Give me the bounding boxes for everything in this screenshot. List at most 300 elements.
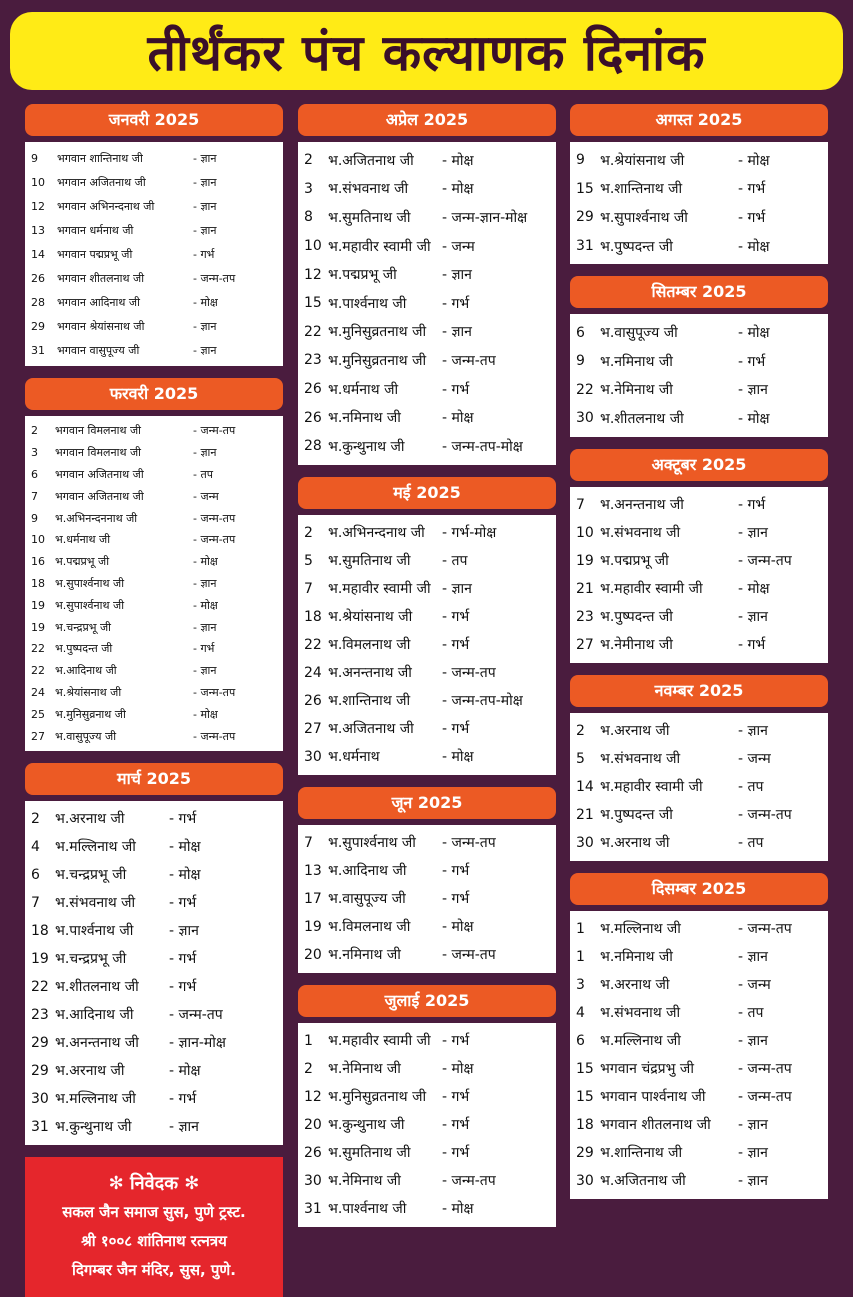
list-item: [31, 266, 277, 290]
entry-event: - ज्ञान-मोक्ष: [169, 1035, 226, 1052]
list-item: [304, 375, 550, 404]
list-item: [304, 631, 550, 659]
list-item: [304, 232, 550, 261]
entry-name: भ.पुष्पदन्त जी: [600, 238, 673, 255]
entry-day: 18: [31, 922, 49, 939]
list-item: [304, 289, 550, 318]
list-item: [576, 519, 822, 547]
list-item: [576, 801, 822, 829]
list-item: [31, 725, 277, 747]
entry-name: भगवान शीतलनाथ जी: [600, 1117, 711, 1134]
list-item: [576, 347, 822, 376]
entry-event: - ज्ञान: [193, 343, 217, 357]
entry-name: भ.नेमिनाथ जी: [600, 382, 673, 399]
entry-name: भ.आदिनाथ जी: [328, 863, 407, 880]
list-item: [576, 1167, 822, 1195]
entry-day: 3: [31, 446, 38, 460]
entry-name: भगवान शान्तिनाथ जी: [57, 151, 143, 165]
entry-day: 9: [31, 511, 38, 525]
entry-day: 21: [576, 806, 594, 823]
entry-name: भ.मल्लिनाथ जी: [55, 839, 136, 856]
entry-name: भगवान पार्श्वनाथ जी: [600, 1089, 706, 1106]
entry-name: भ.पार्श्वनाथ जी: [328, 295, 407, 312]
entry-event: - गर्भ: [738, 637, 766, 654]
month-october: [570, 449, 828, 663]
list-item: [31, 973, 277, 1001]
entry-event: - गर्भ: [442, 891, 470, 908]
entry-event: - जन्म: [193, 489, 219, 503]
entry-name: भ.मुनिसुव्रनाथ जी: [55, 707, 126, 721]
entry-event: - गर्भ: [738, 497, 766, 514]
entry-name: भ.पुष्पदन्त जी: [600, 609, 673, 626]
entry-name: भ.मुनिसुव्रतनाथ जी: [328, 352, 427, 369]
month-header: जून 2025: [298, 787, 556, 819]
entry-name: भ.धर्मनाथ जी: [328, 381, 399, 398]
entry-day: 18: [576, 1116, 594, 1133]
entry-name: भ.वासुपूज्य जी: [55, 729, 117, 743]
entry-name: भ.मल्लिनाथ जी: [55, 1091, 136, 1108]
entry-event: - गर्भ: [442, 1117, 470, 1134]
entry-day: 29: [31, 1062, 49, 1079]
entry-event: - गर्भ: [442, 1033, 470, 1050]
list-item: [31, 703, 277, 725]
entry-name: भ.शान्तिनाथ जी: [600, 1145, 683, 1162]
month-list: [570, 142, 828, 264]
list-item: [304, 1055, 550, 1083]
entry-event: - मोक्ष: [738, 152, 770, 169]
entry-event: - जन्म-तप: [738, 553, 792, 570]
entry-event: - गर्भ: [169, 951, 197, 968]
entry-name: भ.श्रेयांसनाथ जी: [600, 152, 685, 169]
entry-name: भ.पुष्पदन्त जी: [55, 642, 113, 656]
entry-name: भ.महावीर स्वामी जी: [600, 779, 703, 796]
entry-day: 18: [31, 576, 45, 590]
list-item: [304, 687, 550, 715]
month-list: [25, 142, 283, 366]
list-item: [304, 885, 550, 913]
entry-name: भ.शान्तिनाथ जी: [328, 693, 411, 710]
month-header: जुलाई 2025: [298, 985, 556, 1017]
entry-day: 8: [304, 209, 313, 226]
entry-day: 22: [31, 664, 45, 678]
list-item: [304, 318, 550, 347]
list-item: [304, 403, 550, 432]
entry-event: - ज्ञान: [738, 1033, 768, 1050]
entry-day: 7: [31, 489, 38, 503]
entry-event: - ज्ञान: [738, 1117, 768, 1134]
column-3: [570, 104, 828, 1211]
month-list: [25, 416, 283, 751]
list-item: [304, 1139, 550, 1167]
entry-event: - मोक्ष: [193, 555, 218, 569]
entry-day: 10: [31, 533, 45, 547]
list-item: [31, 861, 277, 889]
entry-day: 13: [304, 862, 322, 879]
entry-day: 6: [576, 1032, 585, 1049]
entry-name: भ.नेमिनाथ जी: [328, 1173, 401, 1190]
entry-day: 10: [31, 175, 45, 189]
entry-event: - जन्म-ज्ञान-मोक्ष: [442, 209, 528, 226]
month-header: अगस्त 2025: [570, 104, 828, 136]
list-item: [304, 715, 550, 743]
entry-name: भगवान वासुपूज्य जी: [57, 343, 140, 357]
entry-name: भगवान अजितनाथ जी: [57, 175, 146, 189]
entry-name: भ.अनन्तनाथ जी: [55, 1035, 139, 1052]
list-item: [304, 659, 550, 687]
entry-day: 2: [31, 424, 38, 438]
entry-day: 19: [304, 918, 322, 935]
list-item: [304, 432, 550, 461]
entry-name: भ.अरनाथ जी: [600, 723, 670, 740]
entry-event: - मोक्ष: [193, 295, 218, 309]
entry-day: 30: [576, 1172, 594, 1189]
entry-day: 24: [304, 664, 322, 681]
list-item: [31, 146, 277, 170]
entry-event: - जन्म-तप: [193, 511, 236, 525]
list-item: [576, 203, 822, 232]
month-header: मई 2025: [298, 477, 556, 509]
month-header: जनवरी 2025: [25, 104, 283, 136]
entry-name: भ.संभवनाथ जी: [600, 1005, 681, 1022]
entry-event: - मोक्ष: [442, 410, 474, 427]
title-banner: [10, 12, 843, 90]
list-item: [576, 232, 822, 261]
entry-event: - ज्ञान: [193, 175, 217, 189]
list-item: [31, 805, 277, 833]
entry-event: - गर्भ: [738, 181, 766, 198]
entry-day: 24: [31, 685, 45, 699]
month-may: [298, 477, 556, 775]
entry-name: भ.कुन्थुनाथ जी: [328, 438, 405, 455]
entry-event: - गर्भ: [193, 642, 215, 656]
entry-event: - जन्म-तप-मोक्ष: [442, 438, 523, 455]
entry-event: - ज्ञान: [193, 446, 217, 460]
list-item: [576, 1027, 822, 1055]
entry-event: - जन्म-तप: [442, 665, 496, 682]
list-item: [31, 218, 277, 242]
entry-name: भ.अरनाथ जी: [600, 835, 670, 852]
footer-notice: [25, 1157, 283, 1297]
entry-day: 12: [304, 1088, 322, 1105]
entry-name: भ.पद्मप्रभू जी: [600, 553, 669, 570]
entry-event: - गर्भ: [442, 381, 470, 398]
entry-day: 31: [304, 1200, 322, 1217]
month-list: [25, 801, 283, 1145]
entry-day: 12: [31, 199, 45, 213]
list-item: [31, 917, 277, 945]
entry-name: भगवान अजितनाथ जी: [55, 489, 144, 503]
entry-day: 30: [304, 1172, 322, 1189]
entry-day: 31: [31, 343, 45, 357]
entry-day: 26: [304, 409, 322, 426]
entry-name: भ.अनन्तनाथ जी: [600, 497, 684, 514]
entry-event: - मोक्ष: [738, 410, 770, 427]
entry-day: 15: [304, 295, 322, 312]
column-2: [298, 104, 556, 1239]
footer-line: श्री १००८ शांतिनाथ रत्नत्रय: [81, 1231, 227, 1250]
entry-event: - ज्ञान: [738, 525, 768, 542]
entry-name: भ.सुमतिनाथ जी: [328, 209, 411, 226]
entry-day: 20: [304, 1116, 322, 1133]
entry-day: 9: [576, 152, 585, 169]
list-item: [31, 660, 277, 682]
entry-name: भगवान अजितनाथ जी: [55, 467, 144, 481]
entry-day: 30: [304, 748, 322, 765]
entry-day: 3: [304, 180, 313, 197]
entry-name: भ.शीतलनाथ जी: [55, 979, 139, 996]
entry-event: - गर्भ: [442, 637, 470, 654]
column-1: [25, 104, 283, 1297]
page-title: तीर्थंकर पंच कल्याणक दिनांक: [147, 24, 706, 82]
list-item: [31, 242, 277, 266]
month-january: [25, 104, 283, 366]
entry-name: भ.मुनिसुव्रतनाथ जी: [328, 324, 427, 341]
month-list: [298, 825, 556, 973]
month-header: सितम्बर 2025: [570, 276, 828, 308]
entry-event: - मोक्ष: [193, 598, 218, 612]
entry-name: भ.अभिनन्दननाथ जी: [55, 511, 138, 525]
entry-day: 23: [31, 1006, 49, 1023]
footer-heading: ✻ निवेदक ✻: [108, 1172, 200, 1194]
entry-day: 18: [304, 608, 322, 625]
list-item: [31, 529, 277, 551]
entry-event: - मोक्ष: [442, 919, 474, 936]
entry-event: - ज्ञान: [193, 319, 217, 333]
entry-day: 14: [31, 247, 45, 261]
entry-day: 2: [31, 810, 40, 827]
entry-event: - ज्ञान: [442, 581, 472, 598]
entry-day: 1: [576, 948, 585, 965]
entry-name: भ.महावीर स्वामी जी: [328, 238, 431, 255]
list-item: [31, 314, 277, 338]
entry-event: - ज्ञान: [738, 723, 768, 740]
entry-event: - मोक्ष: [442, 1061, 474, 1078]
entry-name: भ.महावीर स्वामी जी: [328, 581, 431, 598]
entry-name: भगवान आदिनाथ जी: [57, 295, 140, 309]
entry-name: भ.नमिनाथ जी: [600, 949, 673, 966]
list-item: [576, 915, 822, 943]
entry-day: 30: [576, 834, 594, 851]
month-header: नवम्बर 2025: [570, 675, 828, 707]
entry-name: भ.अजितनाथ जी: [328, 152, 414, 169]
entry-name: भ.चन्द्रप्रभू जी: [55, 867, 127, 884]
entry-event: - मोक्ष: [442, 152, 474, 169]
entry-day: 2: [304, 152, 313, 169]
month-march: [25, 763, 283, 1145]
entry-day: 27: [576, 636, 594, 653]
list-item: [31, 573, 277, 595]
list-item: [31, 442, 277, 464]
entry-event: - गर्भ: [442, 1145, 470, 1162]
list-item: [576, 999, 822, 1027]
entry-day: 28: [31, 295, 45, 309]
entry-day: 31: [31, 1118, 49, 1135]
list-item: [31, 682, 277, 704]
entry-day: 7: [31, 894, 40, 911]
entry-name: भ.मल्लिनाथ जी: [600, 1033, 681, 1050]
entry-event: - ज्ञान: [193, 151, 217, 165]
entry-day: 10: [304, 238, 322, 255]
list-item: [576, 943, 822, 971]
entry-name: भ.संभवनाथ जी: [55, 895, 136, 912]
list-item: [576, 146, 822, 175]
entry-event: - मोक्ष: [738, 325, 770, 342]
list-item: [304, 941, 550, 969]
entry-name: भ.पद्मप्रभू जी: [328, 267, 397, 284]
entry-event: - गर्भ: [442, 863, 470, 880]
entry-event: - गर्भ: [193, 247, 215, 261]
month-july: [298, 985, 556, 1227]
month-header: मार्च 2025: [25, 763, 283, 795]
entry-name: भ.नमिनाथ जी: [328, 947, 401, 964]
entry-name: भगवान धर्मनाथ जी: [57, 223, 134, 237]
list-item: [31, 833, 277, 861]
entry-name: भ.मुनिसुव्रतनाथ जी: [328, 1089, 427, 1106]
entry-day: 27: [31, 729, 45, 743]
entry-event: - जन्म-तप: [442, 947, 496, 964]
entry-name: भ.अरनाथ जी: [55, 1063, 125, 1080]
entry-event: - गर्भ: [442, 1089, 470, 1106]
entry-event: - मोक्ष: [442, 181, 474, 198]
entry-day: 26: [31, 271, 45, 285]
entry-day: 26: [304, 1144, 322, 1161]
entry-name: भ.अरनाथ जी: [600, 977, 670, 994]
list-item: [304, 547, 550, 575]
entry-day: 22: [576, 381, 594, 398]
list-item: [304, 743, 550, 771]
entry-event: - जन्म-तप: [738, 1061, 792, 1078]
list-item: [304, 575, 550, 603]
entry-day: 29: [31, 319, 45, 333]
list-item: [304, 1083, 550, 1111]
entry-event: - जन्म-तप: [193, 533, 236, 547]
entry-name: भ.मल्लिनाथ जी: [600, 921, 681, 938]
list-item: [576, 575, 822, 603]
entry-event: - तप: [193, 467, 213, 481]
entry-name: भ.सुपार्श्वनाथ जी: [55, 576, 125, 590]
entry-day: 30: [576, 410, 594, 427]
entry-name: भ.वासुपूज्य जी: [600, 325, 678, 342]
list-item: [31, 507, 277, 529]
entry-event: - गर्भ: [442, 721, 470, 738]
month-header: फरवरी 2025: [25, 378, 283, 410]
entry-event: - तप: [738, 835, 764, 852]
entry-name: भ.कुन्थुनाथ जी: [328, 1117, 405, 1134]
list-item: [576, 829, 822, 857]
entry-day: 13: [31, 223, 45, 237]
footer-line: सकल जैन समाज सुस, पुणे ट्रस्ट.: [62, 1202, 246, 1221]
entry-event: - ज्ञान: [193, 664, 217, 678]
entry-day: 7: [576, 496, 585, 513]
entry-event: - गर्भ: [169, 811, 197, 828]
entry-name: भ.श्रेयांसनाथ जी: [328, 609, 413, 626]
entry-event: - गर्भ: [442, 295, 470, 312]
list-item: [31, 464, 277, 486]
entry-name: भगवान विमलनाथ जी: [55, 424, 141, 438]
entry-name: भ.अभिनन्दनाथ जी: [328, 525, 425, 542]
entry-event: - जन्म: [442, 238, 475, 255]
entry-name: भगवान विमलनाथ जी: [55, 446, 141, 460]
entry-name: भ.सुपार्श्वनाथ जी: [55, 598, 125, 612]
entry-event: - जन्म-तप: [738, 921, 792, 938]
list-item: [304, 857, 550, 885]
list-item: [31, 1085, 277, 1113]
month-february: [25, 378, 283, 751]
entry-name: भ.संभवनाथ जी: [600, 525, 681, 542]
entry-event: - मोक्ष: [169, 867, 201, 884]
entry-event: - जन्म-तप: [193, 271, 236, 285]
entry-day: 7: [304, 580, 313, 597]
entry-event: - जन्म-तप: [169, 1007, 223, 1024]
entry-name: भ.कुन्थुनाथ जी: [55, 1119, 132, 1136]
entry-event: - गर्भ-मोक्ष: [442, 525, 497, 542]
month-december: [570, 873, 828, 1199]
list-item: [31, 170, 277, 194]
list-item: [304, 1167, 550, 1195]
entry-day: 22: [31, 978, 49, 995]
entry-day: 22: [31, 642, 45, 656]
entry-event: - जन्म-तप: [193, 685, 236, 699]
entry-name: भ.शीतलनाथ जी: [600, 410, 684, 427]
entry-name: भ.अनन्तनाथ जी: [328, 665, 412, 682]
month-september: [570, 276, 828, 436]
entry-day: 28: [304, 438, 322, 455]
list-item: [31, 1057, 277, 1085]
entry-day: 21: [576, 580, 594, 597]
list-item: [304, 829, 550, 857]
entry-day: 9: [576, 353, 585, 370]
entry-name: भ.नेमीनाथ जी: [600, 637, 673, 654]
list-item: [576, 318, 822, 347]
entry-day: 29: [31, 1034, 49, 1051]
entry-name: भ.अरनाथ जी: [55, 811, 125, 828]
list-item: [31, 290, 277, 314]
list-item: [304, 519, 550, 547]
month-november: [570, 675, 828, 861]
month-header: अक्टूबर 2025: [570, 449, 828, 481]
list-item: [31, 616, 277, 638]
entry-name: भ.पद्मप्रभू जी: [55, 555, 110, 569]
month-header: अप्रेल 2025: [298, 104, 556, 136]
month-june: [298, 787, 556, 973]
entry-day: 15: [576, 1060, 594, 1077]
month-list: [570, 713, 828, 861]
list-item: [304, 146, 550, 175]
entry-day: 19: [576, 552, 594, 569]
footer-line: दिगम्बर जैन मंदिर, सुस, पुणे.: [72, 1260, 236, 1279]
entry-day: 19: [31, 950, 49, 967]
entry-day: 14: [576, 778, 594, 795]
entry-event: - मोक्ष: [169, 1063, 201, 1080]
entry-day: 27: [304, 720, 322, 737]
entry-event: - गर्भ: [442, 609, 470, 626]
entry-day: 25: [31, 707, 45, 721]
entry-day: 2: [304, 1060, 313, 1077]
entry-event: - ज्ञान: [738, 382, 768, 399]
entry-day: 2: [576, 722, 585, 739]
entry-name: भ.महावीर स्वामी जी: [600, 581, 703, 598]
entry-event: - मोक्ष: [738, 581, 770, 598]
entry-event: - तप: [442, 553, 468, 570]
entry-event: - मोक्ष: [738, 238, 770, 255]
entry-name: भ.पार्श्वनाथ जी: [55, 923, 134, 940]
list-item: [576, 745, 822, 773]
entry-day: 4: [31, 838, 40, 855]
list-item: [304, 1111, 550, 1139]
entry-event: - ज्ञान: [193, 199, 217, 213]
entry-event: - ज्ञान: [738, 1145, 768, 1162]
entry-name: भ.संभवनाथ जी: [600, 751, 681, 768]
